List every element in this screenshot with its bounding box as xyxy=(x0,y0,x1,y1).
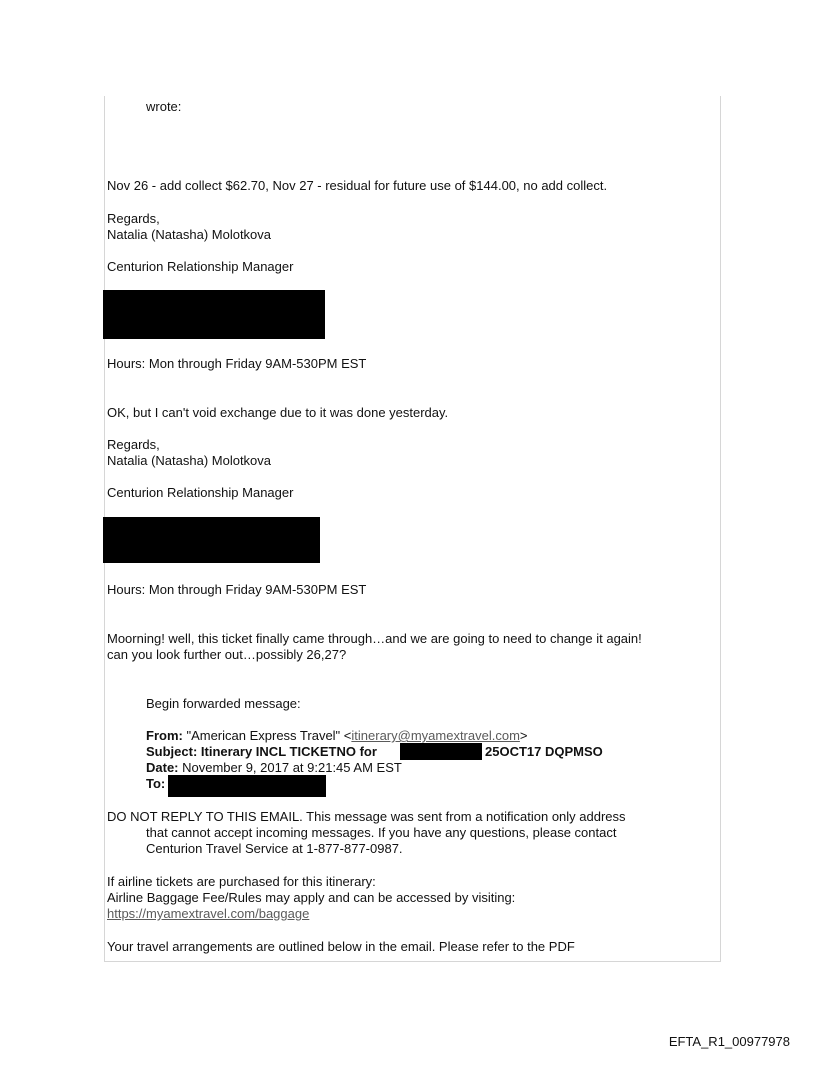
notice-line-3: Centurion Travel Service at 1-877-877-0987. xyxy=(146,841,403,856)
from-name: "American Express Travel" < xyxy=(182,728,352,743)
from-close: > xyxy=(519,728,528,743)
message-line-2: can you look further out…possibly 26,27? xyxy=(107,647,347,662)
date-value: November 9, 2017 at 9:21:45 AM EST xyxy=(178,760,402,775)
reply2-body: OK, but I can't void exchange due to it was done yesterday. xyxy=(107,405,449,420)
forward-to-label: To: xyxy=(146,776,166,791)
redaction-block xyxy=(168,775,326,797)
baggage-line-2: Airline Baggage Fee/Rules may apply and can be accessed by visiting: xyxy=(107,890,516,905)
baggage-line-1: If airline tickets are purchased for this itinerary: xyxy=(107,874,376,889)
reply1-signature-name: Natalia (Natasha) Molotkova xyxy=(107,227,272,242)
forward-date-line xyxy=(146,760,402,776)
reply2-signature-title: Centurion Relationship Manager xyxy=(107,485,294,500)
reply1-hours: Hours: Mon through Friday 9AM-530PM EST xyxy=(107,356,367,371)
forward-from-line xyxy=(146,728,528,744)
notice-line-2: that cannot accept incoming messages. If you have any questions, please contact xyxy=(146,825,617,840)
reply1-signature-title: Centurion Relationship Manager xyxy=(107,259,294,274)
reply2-hours: Hours: Mon through Friday 9AM-530PM EST xyxy=(107,582,367,597)
notice-line-1: DO NOT REPLY TO THIS EMAIL. This message was sent from a notification only address xyxy=(107,809,626,824)
redaction-block xyxy=(103,517,320,563)
from-label: From: xyxy=(146,728,183,743)
reply2-signature-name: Natalia (Natasha) Molotkova xyxy=(107,453,272,468)
from-email-link[interactable]: itinerary@myamextravel.com xyxy=(351,728,520,743)
document-id: EFTA_R1_00977978 xyxy=(668,1034,790,1049)
date-label: Date: xyxy=(146,760,179,775)
baggage-link[interactable]: https://myamextravel.com/baggage xyxy=(107,906,310,921)
reply2-regards: Regards, xyxy=(107,437,160,452)
redaction-block xyxy=(400,743,482,760)
closing-line: Your travel arrangements are outlined below in the email. Please refer to the PDF xyxy=(107,939,575,954)
forward-intro: Begin forwarded message: xyxy=(146,696,301,711)
wrote-label: wrote: xyxy=(146,99,182,114)
message-line-1: Moorning! well, this ticket finally came through…and we are going to need to change it again! xyxy=(107,631,642,646)
forward-subject-tail: 25OCT17 DQPMSO xyxy=(485,744,603,759)
redaction-block xyxy=(103,290,325,339)
forward-subject-label: Subject: Itinerary INCL TICKETNO for xyxy=(146,744,377,759)
reply1-body: Nov 26 - add collect $62.70, Nov 27 - residual for future use of $144.00, no add collect. xyxy=(107,178,608,193)
reply1-regards: Regards, xyxy=(107,211,160,226)
baggage-link-line xyxy=(107,906,309,922)
